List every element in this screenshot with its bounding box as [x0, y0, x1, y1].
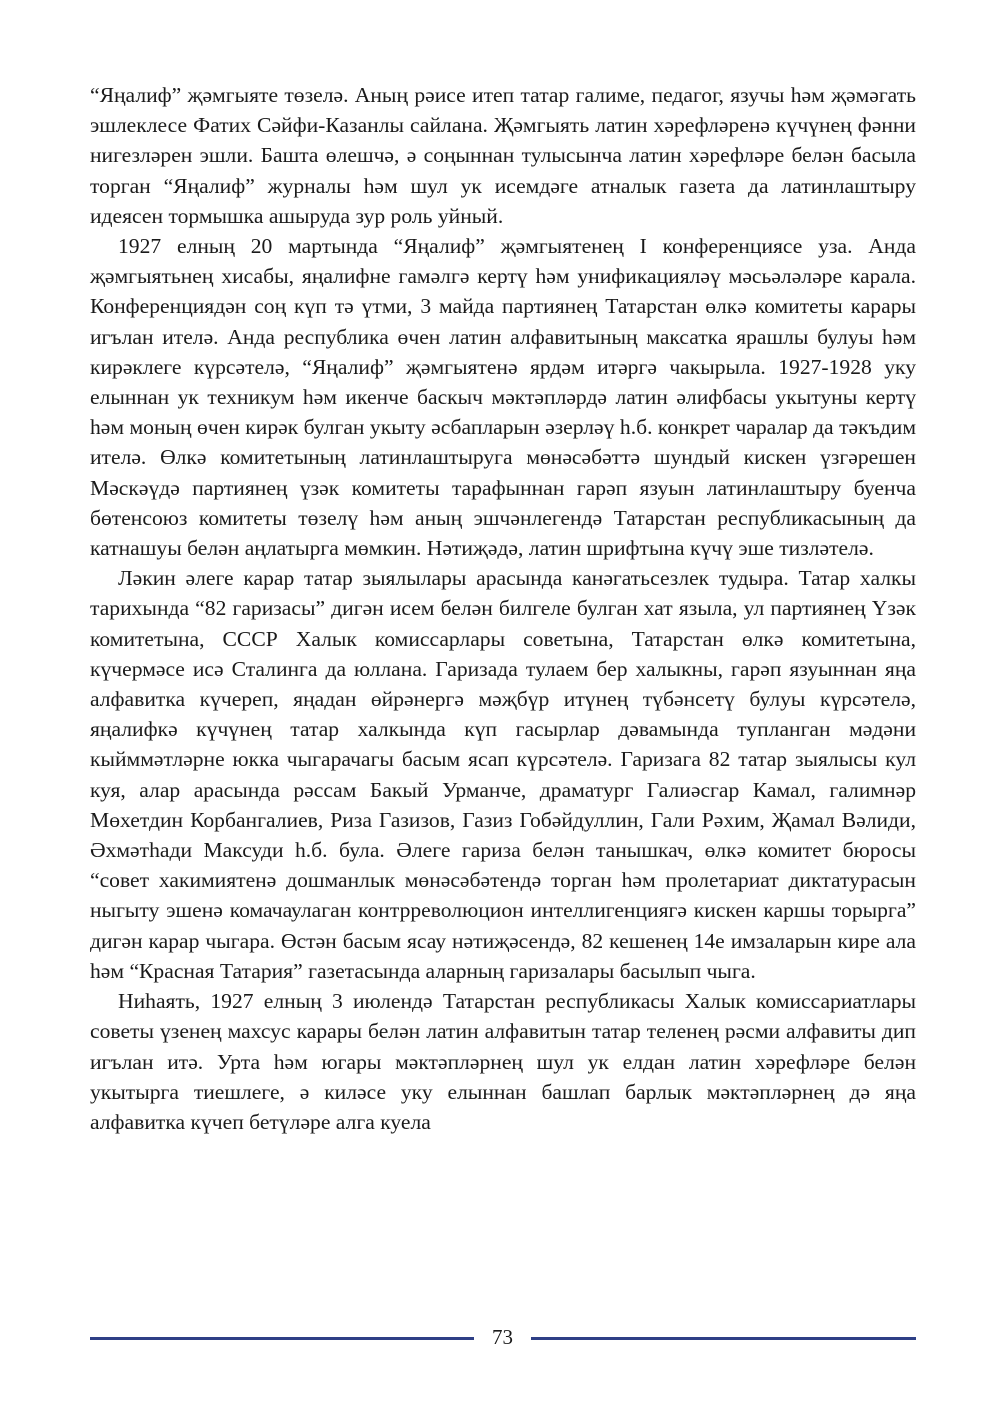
- page-footer: [90, 1322, 916, 1352]
- footer-rule-left: [90, 1337, 474, 1340]
- paragraph: Ниһаять, 1927 елның 3 июлендә Татарстан республикасы Халык комиссариатлары советы үзенең махсус карары белән латин алфавитын татар теленең рәсми алфавиты дип игълан итә. Урта һәм югары мәктәпләрнең шул ук елдан латин хәрефләре белән укытырга тиешлеге, ә киләсе уку елыннан башлап барлык мәктәпләрнең дә яңа алфавитка күчеп бетүләре алга куела: [90, 989, 916, 1134]
- paragraph: “Яңалиф” җәмгыяте төзелә. Аның рәисе итеп татар галиме, педагог, язучы һәм җәмәгать эшлеклесе Фатих Сәйфи-Казанлы сайлана. Җәмгыять латин хәрефләренә күчүнең фәнни нигезләрен эшли. Башта өлешчә, ә соңыннан тулысынча латин хәрефләре белән басыла торган “Яңалиф” журналы һәм шул ук исемдәге атналык газета да латинлаштыру идеясен тормышка ашыруда зур роль уйный.: [90, 83, 916, 228]
- body-text: [90, 80, 916, 1137]
- paragraph: Ләкин әлеге карар татар зыялылары арасында канәгатьсезлек тудыра. Татар халкы тарихында “82 гаризасы” дигән исем белән билгеле булган хат языла, ул партиянең Үзәк комитетына, СССР Халык комиссарлары советына, Татарстан өлкә комитетына, күчермәсе исә Сталинга да юллана. Гаризада тулаем бер халыкны, гарәп язуыннан яңа алфавитка күчереп, яңадан өйрәнергә мәҗбүр итүнең түбәнсетү булуы күрсәтелә, яңалифкә күчүнең татар халкында күп гасырлар дәвамында тупланган мәдәни кыйммәтләрне юкка чыгарачагы басым ясап күрсәтелә. Гаризага 82 татар зыялысы кул куя, алар арасында рәссам Бакый Урманче, драматург Галиәсгар Камал, галимнәр Мөхетдин Корбангалиев, Риза Газизов, Газиз Гобәйдуллин, Гали Рәхим, Җамал Вәлиди, Әхмәтһади Максуди һ.б. була. Әлеге гариза белән танышкач, өлкә комитет бюросы “совет хакимиятенә дошманлык мөнәсәбәтендә торган һәм пролетариат диктатурасын ныгыту эшенә комачаулаган контрреволюцион интеллигенциягә кискен каршы торырга” дигән карар чыгара. Өстән басым ясау нәтиҗәсендә, 82 кешенең 14е имзаларын кире ала һәм “Красная Татария” газетасында аларның гаризалары басылып чыга.: [90, 566, 916, 983]
- paragraph: 1927 елның 20 мартында “Яңалиф” җәмгыятенең I конференциясе уза. Анда җәмгыятьнең хисабы, яңалифне гамәлгә кертү һәм унификацияләү мәсьәләләре карала. Конференциядән соң күп тә үтми, 3 майда партиянең Татарстан өлкә комитеты карары игълан ителә. Анда республика өчен латин алфавитының максатка ярашлы булуы һәм кирәклеге күрсәтелә, “Яңалиф” җәмгыятенә ярдәм итәргә чакырыла. 1927-1928 уку елыннан ук техникум һәм икенче баскыч мәктәпләрдә латин әлифбасы укытуны кертү һәм моның өчен кирәк булган укыту әсбапларын әзерләү һ.б. конкрет чаралар да тәкъдим ителә. Өлкә комитетының латинлаштыруга мөнәсәбәттә шундый кискен үзгәрешен Мәскәүдә партиянең үзәк комитеты тарафыннан гарәп язуын латинлаштыру буенча бөтенсоюз комитеты төзелү һәм аның эшчәнлегендә Татарстан республикасының да катнашуы белән аңлатырга мөмкин. Нәтиҗәдә, латин шрифтына күчү эше тизләтелә.: [90, 234, 916, 561]
- page-number: 73: [492, 1325, 513, 1349]
- footer-rule-right: [531, 1337, 916, 1340]
